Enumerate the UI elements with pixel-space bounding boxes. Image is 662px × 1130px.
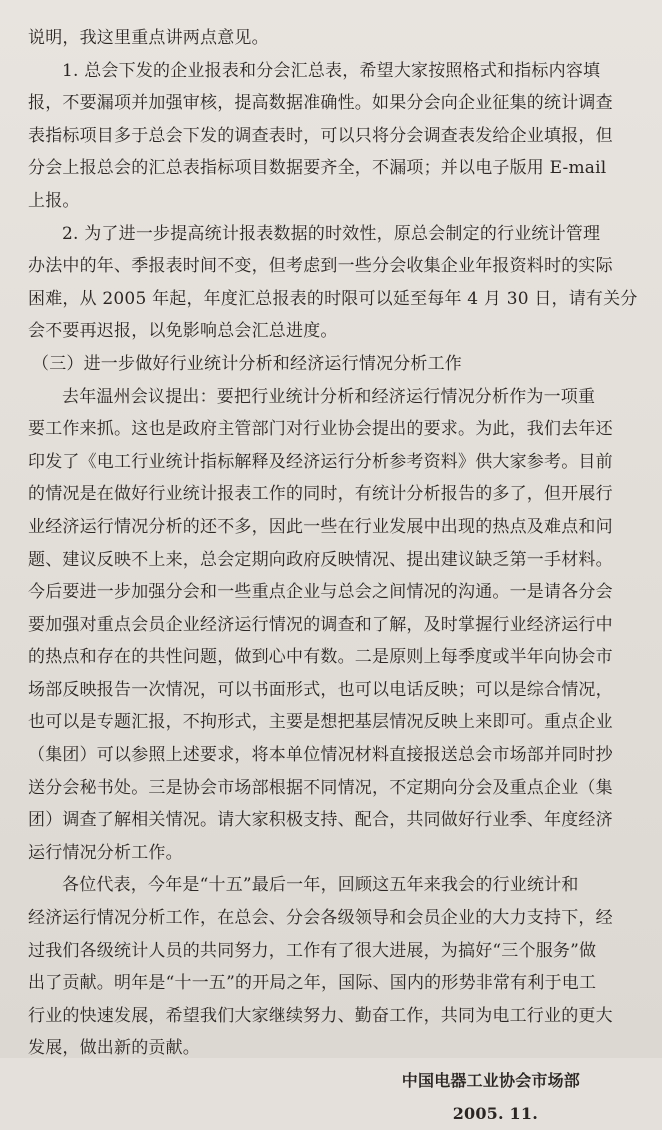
- signature: 中国电器工业协会市场部: [401, 1071, 580, 1090]
- text-line: 办法中的年、季报表时间不变，但考虑到一些分会收集企业年报资料时的实际: [28, 256, 613, 277]
- text-line: 分会上报总会的汇总表指标项目数据要齐全，不漏项；并以电子版用 E-mail: [28, 158, 607, 179]
- text-line: 发展，做出新的贡献。: [28, 1038, 200, 1059]
- text-line: 经济运行情况分析工作，在总会、分会各级领导和会员企业的大力支持下，经: [28, 908, 613, 929]
- text-line: （集团）可以参照上述要求，将本单位情况材料直接报送总会市场部并同时抄: [28, 745, 613, 766]
- text-line: 困难，从 2005 年起，年度汇总报表的时限可以延至每年 4 月 30 日，请有关分: [28, 288, 638, 309]
- text-line: 出了贡献。明年是“十一五”的开局之年，国际、国内的形势非常有利于电工: [28, 973, 597, 994]
- text-line: 上报。: [28, 190, 80, 211]
- text-line: 业经济运行情况分析的还不多，因此一些在行业发展中出现的热点及难点和问: [28, 516, 613, 537]
- text-line: 也可以是专题汇报，不拘形式，主要是想把基层情况反映上来即可。重点企业: [28, 712, 613, 733]
- text-line: 说明，我这里重点讲两点意见。: [28, 28, 269, 48]
- text-line: 去年温州会议提出：要把行业统计分析和经济运行情况分析作为一项重: [62, 386, 596, 407]
- text-line: 送分会秘书处。三是协会市场部根据不同情况，不定期向分会及重点企业（集: [28, 777, 613, 798]
- text-line: 的情况是在做好行业统计报表工作的同时，有统计分析报告的多了，但开展行: [28, 484, 613, 505]
- text-line: 场部反映报告一次情况，可以书面形式，也可以电话反映；可以是综合情况，: [28, 679, 613, 700]
- date: 2005. 11.: [452, 1103, 538, 1123]
- text-line: 今后要进一步加强分会和一些重点企业与总会之间情况的沟通。一是请各分会: [28, 582, 613, 603]
- text-line: 印发了《电工行业统计指标解释及经济运行分析参考资料》供大家参考。目前: [28, 451, 613, 472]
- text-line: 运行情况分析工作。: [28, 842, 183, 863]
- section-heading: （三）进一步做好行业统计分析和经济运行情况分析工作: [32, 353, 462, 374]
- text-line: 会不要再迟报，以免影响总会汇总进度。: [28, 321, 338, 342]
- text-line: 各位代表，今年是“十五”最后一年，回顾这五年来我会的行业统计和: [62, 875, 579, 896]
- text-line: 1. 总会下发的企业报表和分会汇总表，希望大家按照格式和指标内容填: [62, 60, 601, 81]
- text-line: 题、建议反映不上来，总会定期向政府反映情况、提出建议缺乏第一手材料。: [28, 549, 613, 570]
- text-line: 报，不要漏项并加强审核，提高数据准确性。如果分会向企业征集的统计调查: [28, 93, 613, 114]
- text-line: 2. 为了进一步提高统计报表数据的时效性，原总会制定的行业统计管理: [62, 223, 601, 244]
- text-line: 要加强对重点会员企业经济运行情况的调查和了解，及时掌握行业经济运行中: [28, 614, 613, 635]
- text-line: 行业的快速发展，希望我们大家继续努力、勤奋工作，共同为电工行业的更大: [28, 1005, 613, 1026]
- text-line: 过我们各级统计人员的共同努力，工作有了很大进展，为搞好“三个服务”做: [28, 940, 597, 961]
- text-line: 团）调查了解相关情况。请大家积极支持、配合，共同做好行业季、年度经济: [28, 810, 613, 831]
- text-line: 表指标项目多于总会下发的调查表时，可以只将分会调查表发给企业填报，但: [28, 125, 613, 146]
- text-line: 要工作来抓。这也是政府主管部门对行业协会提出的要求。为此，我们去年还: [28, 419, 613, 440]
- text-line: 的热点和存在的共性问题，做到心中有数。二是原则上每季度或半年向协会市: [28, 647, 613, 668]
